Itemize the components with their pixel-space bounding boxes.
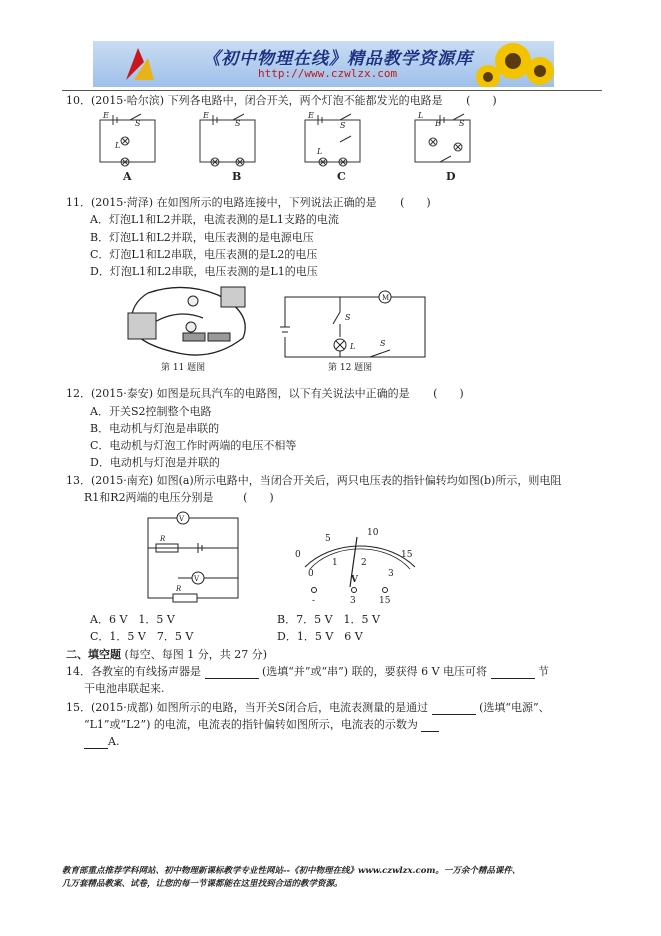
q12-option-b: B．电动机与灯泡是串联的: [90, 422, 220, 435]
svg-text:S: S: [459, 119, 465, 128]
q10-circuits: [95, 112, 495, 187]
q15-blank-2[interactable]: [421, 719, 439, 732]
fig12-circuit: [285, 292, 435, 362]
fig11-caption: 第 11 题图: [161, 363, 206, 373]
q12-option-c: C．电动机与灯泡工作时两端的电压不相等: [90, 439, 297, 452]
fig11-photo: [123, 283, 263, 361]
q15-line3: A.: [84, 734, 119, 749]
svg-text:2: 2: [361, 558, 367, 568]
svg-text:3: 3: [388, 569, 394, 579]
svg-text:V: V: [179, 515, 185, 523]
q15-blank-3-start[interactable]: [84, 736, 108, 749]
svg-text:S: S: [340, 121, 346, 130]
banner-url: http://www.czwlzx.com: [258, 67, 398, 80]
q13-option-d: D．1．5 V 6 V: [277, 630, 363, 643]
q10-option-b: B: [232, 170, 242, 183]
q13-line2: R1和R2两端的电压分别是 ( ): [84, 491, 274, 504]
svg-text:-: -: [312, 596, 316, 606]
svg-text:R: R: [176, 585, 182, 593]
q12-stem: 12．(2015·泰安) 如图是玩具汽车的电路图，以下有关说法中正确的是 ( ): [66, 387, 464, 400]
svg-text:15: 15: [379, 596, 391, 606]
q14-blank-1[interactable]: [205, 666, 259, 679]
header-banner: [93, 41, 554, 87]
svg-text:E: E: [203, 111, 209, 120]
q13-line1: 13．(2015·南充) 如图(a)所示电路中，当闭合开关后，两只电压表的指针偏转均如图(b)所示，则电阻: [66, 474, 562, 487]
svg-text:V: V: [351, 575, 358, 585]
svg-text:S: S: [380, 339, 386, 348]
svg-text:M: M: [382, 294, 390, 302]
q13-circuit-a: [148, 513, 248, 603]
q11-option-c: C．灯泡L1和L2串联，电压表测的是L2的电压: [90, 248, 318, 261]
q11-option-b: B．灯泡L1和L2并联，电压表测的是电源电压: [90, 231, 314, 244]
footer-line-1: 教育部重点推荐学科网站、初中物理新课标教学专业性网站--《初中物理在线》www.czwlzx.com。一万余个精品课件、: [62, 866, 521, 876]
svg-text:E: E: [435, 119, 441, 128]
q11-stem: 11．(2015·菏泽) 在如图所示的电路连接中，下列说法正确的是 ( ): [66, 196, 431, 209]
q13-voltmeter-dial: [295, 527, 435, 607]
svg-text:S: S: [135, 119, 141, 128]
q12-option-d: D．电动机与灯泡是并联的: [90, 456, 220, 469]
q15-blank-1[interactable]: [432, 702, 476, 715]
svg-text:L: L: [418, 111, 424, 120]
q10-option-c: C: [337, 170, 346, 183]
q10-option-a: A: [123, 170, 132, 183]
fig12-caption: 第 12 题图: [328, 363, 373, 373]
svg-text:10: 10: [367, 528, 379, 538]
q10-option-d: D: [446, 170, 456, 183]
svg-text:E: E: [308, 111, 314, 120]
q11-option-d: D．灯泡L1和L2串联，电压表测的是L1的电压: [90, 265, 318, 278]
svg-text:S: S: [235, 119, 241, 128]
svg-text:5: 5: [325, 534, 331, 544]
svg-text:E: E: [103, 111, 109, 120]
q13-option-b: B．7．5 V 1．5 V: [277, 613, 380, 626]
q15-line2: “L1”或“L2”) 的电流，电流表的指针偏转如图所示，电流表的示数为: [84, 717, 439, 732]
logo-icon: [118, 44, 158, 84]
svg-text:R: R: [160, 535, 166, 543]
q13-option-c: C．1．5 V 7．5 V: [90, 630, 194, 643]
section2-heading: 二、填空题 (每空、每图 1 分，共 27 分): [66, 648, 268, 661]
sunflower-icon: [468, 41, 554, 87]
svg-text:V: V: [194, 575, 200, 583]
q14-blank-2[interactable]: [491, 666, 535, 679]
footer-line-2: 几万套精品教案、试卷，让您的每一节课都能在这里找到合适的教学资源。: [62, 879, 343, 889]
banner-title: 《初中物理在线》精品教学资源库: [203, 49, 473, 69]
q14-line1: 14．各教室的有线扬声器是 (选填“并”或“串”) 联的，要获得 6 V 电压可将 节: [66, 665, 550, 678]
q14-line2: 干电池串联起来.: [84, 682, 165, 695]
q12-option-a: A．开关S2控制整个电路: [90, 405, 212, 418]
svg-text:L: L: [115, 141, 121, 150]
svg-text:0: 0: [308, 569, 314, 579]
q13-option-a: A．6 V 1．5 V: [90, 613, 175, 626]
svg-text:1: 1: [332, 558, 338, 568]
svg-text:0: 0: [295, 550, 301, 560]
header-divider: [62, 90, 602, 91]
svg-text:L: L: [317, 147, 323, 156]
svg-text:3: 3: [350, 596, 356, 606]
q15-line1: 15．(2015·成都) 如图所示的电路，当开关S闭合后，电流表测量的是通过 (选填“电源”、: [66, 701, 550, 714]
svg-text:S: S: [345, 313, 351, 322]
q10-stem: 10．(2015·哈尔滨) 下列各电路中，闭合开关，两个灯泡不能都发光的电路是 ( ): [66, 94, 497, 107]
q11-option-a: A．灯泡L1和L2并联，电流表测的是L1支路的电流: [90, 213, 339, 226]
svg-text:L: L: [350, 342, 356, 351]
svg-text:15: 15: [401, 550, 413, 560]
